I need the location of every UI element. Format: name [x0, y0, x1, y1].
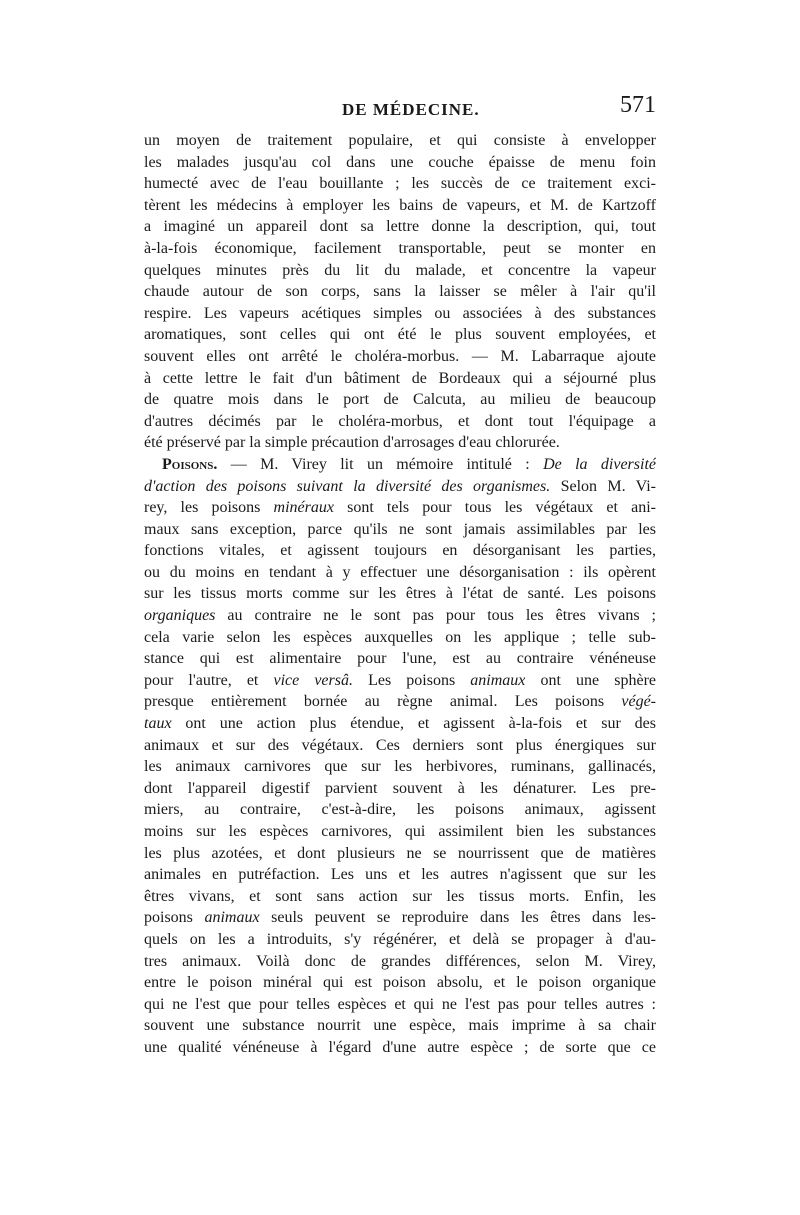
- text-line: à cette lettre le fait d'un bâtiment de Bordeaux qui a séjourné plus: [144, 369, 656, 387]
- text-line: [144, 476, 656, 498]
- page-number: 571: [620, 92, 656, 118]
- text-line: un moyen de traitement populaire, et qui consiste à envelopper: [144, 132, 656, 149]
- running-title: DE MÉDECINE.: [342, 100, 480, 119]
- text-span: presque entièrement bornée au règne animal. Les poisons: [144, 693, 622, 711]
- text-line: été préservé par la simple précaution d'arrosages d'eau chlorurée.: [144, 434, 560, 452]
- text-span: ont une sphère: [525, 671, 656, 689]
- text-line: cela varie selon les espèces auxquelles on les applique ; telle sub-: [144, 628, 656, 646]
- emphasis: vice versâ.: [273, 671, 353, 689]
- text-line: les malades jusqu'au col dans une couche épaisse de menu foin: [144, 153, 656, 171]
- text-line: [144, 713, 656, 735]
- text-span: seuls peuvent se reproduire dans les êtres dans les-: [259, 909, 656, 927]
- section-heading: Poisons.: [162, 455, 218, 473]
- text-line: animaux et sur des végétaux. Ces derniers sont plus énergiques sur: [144, 736, 656, 754]
- text-line: moins sur les espèces carnivores, qui assimilent bien les substances: [144, 823, 656, 840]
- text-line: a imaginé un appareil dont sa lettre donne la description, qui, tout: [144, 218, 656, 236]
- text-line: de quatre mois dans le port de Calcuta, au milieu de beaucoup: [144, 391, 656, 409]
- text-line: les animaux carnivores que sur les herbivores, ruminans, gallinacés,: [144, 758, 656, 776]
- text-line: qui ne l'est que pour telles espèces et qui ne l'est pas pour telles autres :: [144, 995, 656, 1013]
- paragraph-poisons: [144, 454, 656, 1059]
- page-header: [140, 92, 656, 126]
- page-body: [144, 130, 656, 1059]
- text-line: animales en putréfaction. Les uns et les autres n'agissent que sur les: [144, 866, 656, 884]
- text-line: fonctions vitales, et agissent toujours en désorganisant les parties,: [144, 542, 656, 560]
- text-line: êtres vivans, et sont sans action sur les tissus morts. Enfin, les: [144, 887, 656, 905]
- text-line: ou du moins en tendant à y effectuer une désorganisation : ils opèrent: [144, 563, 656, 581]
- text-line: miers, au contraire, c'est-à-dire, les poisons animaux, agissent: [144, 801, 656, 819]
- emphasis: végé-: [621, 693, 656, 711]
- text-line: chaude autour de son corps, sans la laisser se mêler à l'air qu'il: [144, 283, 656, 301]
- text-span: au contraire ne le sont pas pour tous les êtres vivans ;: [215, 607, 656, 625]
- text-span: rey, les poisons: [144, 499, 274, 517]
- text-line: dont l'appareil digestif parvient souvent à les dénaturer. Les pre-: [144, 779, 656, 797]
- text-line: souvent elles ont arrêté le choléra-morbus. — M. Labarraque ajoute: [144, 347, 656, 365]
- emphasis: animaux: [470, 671, 526, 689]
- memoir-title: De la diversité: [543, 455, 656, 473]
- emphasis: taux: [144, 715, 172, 733]
- text-span: ont une action plus étendue, et agissent à-la-fois et sur des: [171, 715, 656, 733]
- paragraph-treatment: [144, 130, 656, 454]
- emphasis: organiques: [144, 607, 216, 625]
- text-line: [144, 497, 656, 519]
- text-line: sur les tissus morts comme sur les êtres à l'état de santé. Les poisons: [144, 585, 656, 603]
- emphasis: minéraux: [273, 499, 334, 517]
- text-line: tres animaux. Voilà donc de grandes différences, selon M. Virey,: [144, 952, 656, 970]
- text-line: [144, 691, 656, 713]
- text-line: souvent une substance nourrit une espèce, mais imprime à sa chair: [144, 1017, 656, 1035]
- text-line: entre le poison minéral qui est poison absolu, et le poison organique: [144, 974, 656, 992]
- text-line: humecté avec de l'eau bouillante ; les succès de ce traitement exci-: [144, 175, 656, 193]
- text-line: quelques minutes près du lit du malade, et concentre la vapeur: [144, 261, 656, 279]
- text-line: quels on les a introduits, s'y régénérer, et delà se propager à d'au-: [144, 930, 656, 948]
- text-span: sont tels pour tous les végétaux et ani-: [333, 499, 656, 517]
- text-line: une qualité vénéneuse à l'égard d'une autre espèce ; de sorte que ce: [144, 1038, 656, 1056]
- text-line: [144, 907, 656, 929]
- text-line: les plus azotées, et dont plusieurs ne se nourrissent que de matières: [144, 844, 656, 862]
- text-span: pour l'autre, et: [144, 671, 274, 689]
- text-line: aromatiques, sont celles qui ont été le plus souvent employées, et: [144, 326, 656, 344]
- text-span: poisons: [144, 909, 205, 927]
- text-line: [144, 670, 656, 692]
- text-line: maux sans exception, parce qu'ils ne sont jamais assimilables par les: [144, 520, 656, 538]
- text-span: Les poisons: [353, 671, 471, 689]
- text-line: tèrent les médecins à employer les bains de vapeurs, et M. de Kartzoff: [144, 196, 656, 214]
- text-line: [144, 605, 656, 627]
- text-line: [144, 454, 656, 476]
- text-line: d'autres décimés par le choléra-morbus, et dont tout l'équipage a: [144, 412, 656, 430]
- memoir-title: d'action des poisons suivant la diversité des organismes.: [144, 477, 551, 495]
- emphasis: animaux: [204, 909, 260, 927]
- text-span: Selon M. Vi-: [550, 477, 656, 495]
- text-line: à-la-fois économique, facilement transportable, peut se monter en: [144, 239, 656, 257]
- text-span: — M. Virey lit un mémoire intitulé :: [217, 455, 544, 473]
- text-line: stance qui est alimentaire pour l'une, est au contraire vénéneuse: [144, 650, 656, 668]
- text-line: respire. Les vapeurs acétiques simples ou associées à des substances: [144, 304, 656, 322]
